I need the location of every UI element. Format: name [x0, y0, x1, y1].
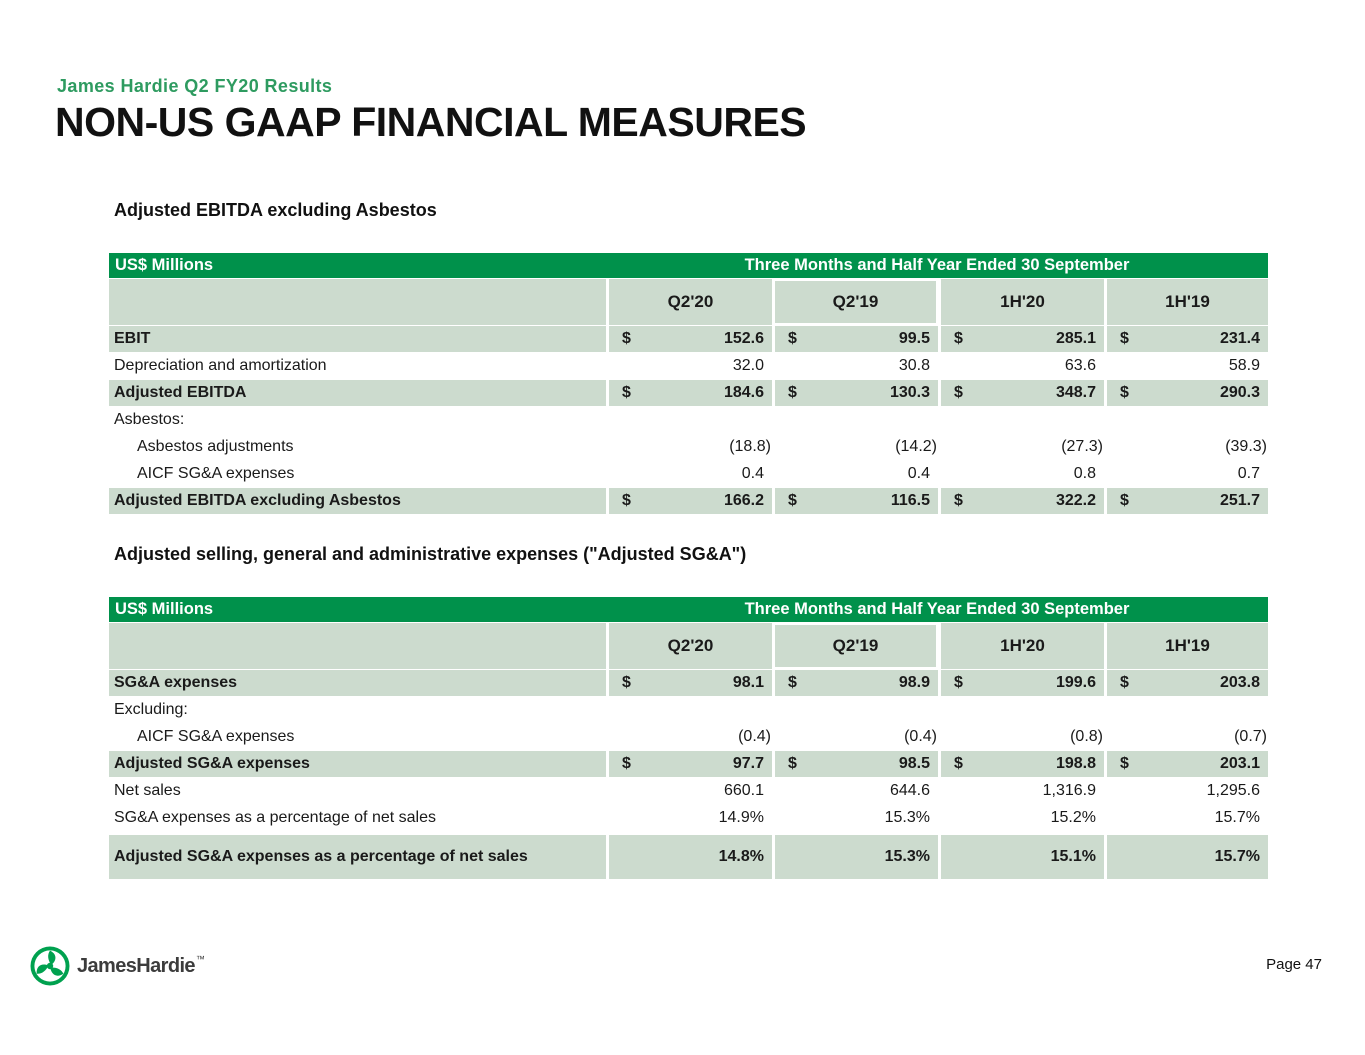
value-cell — [938, 751, 1104, 777]
value-cell — [606, 697, 772, 723]
value-cell — [1104, 805, 1268, 831]
value-cell — [938, 697, 1104, 723]
column-header-row — [109, 623, 1268, 669]
row-label: Asbestos: — [114, 411, 185, 428]
value-cell — [1104, 326, 1268, 352]
dollar-sign: $ — [1120, 384, 1129, 401]
cell-value: 98.1 — [732, 674, 764, 691]
value-cell — [606, 461, 772, 487]
cell-value: 14.8% — [718, 848, 764, 865]
table-body — [109, 670, 1268, 879]
row-label: Asbestos adjustments — [137, 438, 294, 455]
dollar-sign: $ — [954, 384, 963, 401]
cell-value: (14.2) — [895, 438, 937, 455]
value-cell — [606, 751, 772, 777]
value-cell — [772, 434, 938, 460]
cell-value: 116.5 — [890, 492, 930, 509]
table-row — [109, 670, 1268, 696]
table-row — [109, 778, 1268, 804]
table-row — [109, 805, 1268, 831]
column-header-row — [109, 279, 1268, 325]
value-cell — [772, 326, 938, 352]
cell-value: 0.7 — [1237, 465, 1260, 482]
table-row — [109, 380, 1268, 406]
dollar-sign: $ — [1120, 330, 1129, 347]
dollar-sign: $ — [622, 674, 631, 691]
value-cell — [1104, 835, 1268, 879]
deck-title: James Hardie Q2 FY20 Results — [57, 76, 333, 96]
value-cell — [606, 434, 772, 460]
value-cell — [772, 724, 938, 750]
value-cell — [1104, 670, 1268, 696]
value-cell — [938, 380, 1104, 406]
value-cell — [772, 778, 938, 804]
period-label: Three Months and Half Year Ended 30 September — [744, 600, 1130, 618]
table-row — [109, 353, 1268, 379]
value-cell — [606, 835, 772, 879]
value-cell — [606, 670, 772, 696]
table-row — [109, 697, 1268, 723]
row-label: Adjusted EBITDA excluding Asbestos — [109, 488, 606, 514]
column-header-spacer — [109, 279, 606, 325]
value-cell — [1104, 353, 1268, 379]
value-cell — [938, 670, 1104, 696]
value-cell — [938, 326, 1104, 352]
cell-value: 130.3 — [889, 384, 930, 401]
section-sga — [109, 544, 1268, 879]
cell-value: 290.3 — [1219, 384, 1260, 401]
table-header-bar — [109, 253, 1268, 278]
cell-value: 0.4 — [907, 465, 930, 482]
column-header: 1H'19 — [1104, 623, 1268, 669]
row-label: Adjusted SG&A expenses as a percentage of net sales — [109, 835, 606, 879]
column-header: 1H'19 — [1104, 279, 1268, 325]
cell-value: 32.0 — [732, 357, 764, 374]
dollar-sign: $ — [622, 330, 631, 347]
row-label: Adjusted SG&A expenses — [109, 751, 606, 777]
value-cell — [606, 805, 772, 831]
value-cell — [606, 353, 772, 379]
dollar-sign: $ — [954, 674, 963, 691]
column-header: 1H'20 — [938, 623, 1104, 669]
cell-value: (18.8) — [729, 438, 771, 455]
value-cell — [772, 805, 938, 831]
cell-value: 15.7% — [1214, 809, 1260, 826]
value-cell — [606, 724, 772, 750]
value-cell — [1104, 434, 1268, 460]
value-cell — [772, 670, 938, 696]
value-cell — [1104, 461, 1268, 487]
value-cell — [772, 697, 938, 723]
cell-value: 14.9% — [718, 809, 764, 826]
column-header: Q2'19 — [772, 279, 938, 325]
cell-value: 0.8 — [1073, 465, 1096, 482]
cell-value: 63.6 — [1064, 357, 1096, 374]
value-cell — [938, 434, 1104, 460]
sga-table — [109, 597, 1268, 879]
cell-value: (0.8) — [1070, 728, 1103, 745]
cell-value: 198.8 — [1055, 755, 1096, 772]
column-header: Q2'20 — [606, 279, 772, 325]
cell-value: 285.1 — [1055, 330, 1096, 347]
cell-value: 166.2 — [723, 492, 764, 509]
dollar-sign: $ — [788, 674, 797, 691]
value-cell — [606, 488, 772, 514]
cell-value: (39.3) — [1225, 438, 1267, 455]
table-row — [109, 407, 1268, 433]
cell-value: 98.5 — [898, 755, 930, 772]
column-header-spacer — [109, 623, 606, 669]
cell-value: 15.2% — [1050, 809, 1096, 826]
page-number: Page 47 — [1266, 956, 1322, 973]
cell-value: 203.8 — [1219, 674, 1260, 691]
value-cell — [938, 488, 1104, 514]
cell-value: (0.7) — [1234, 728, 1267, 745]
value-cell — [1104, 778, 1268, 804]
cell-value: 1,295.6 — [1206, 782, 1260, 799]
unit-label: US$ Millions — [115, 256, 214, 274]
cell-value: 58.9 — [1228, 357, 1260, 374]
dollar-sign: $ — [788, 330, 797, 347]
period-label: Three Months and Half Year Ended 30 September — [744, 256, 1130, 274]
cell-value: 99.5 — [898, 330, 930, 347]
cell-value: 251.7 — [1219, 492, 1260, 509]
value-cell — [772, 380, 938, 406]
cell-value: 15.1% — [1050, 848, 1096, 865]
dollar-sign: $ — [1120, 492, 1129, 509]
value-cell — [938, 805, 1104, 831]
page-title: NON-US GAAP FINANCIAL MEASURES — [55, 99, 807, 145]
value-cell — [938, 353, 1104, 379]
dollar-sign: $ — [622, 384, 631, 401]
cell-value: 644.6 — [889, 782, 930, 799]
unit-label: US$ Millions — [115, 600, 214, 618]
ebitda-table — [109, 253, 1268, 514]
row-label: SG&A expenses as a percentage of net sales — [114, 809, 436, 826]
section-heading-ebitda: Adjusted EBITDA excluding Asbestos — [114, 200, 437, 220]
value-cell — [772, 751, 938, 777]
row-label: Net sales — [114, 782, 181, 799]
value-cell — [1104, 407, 1268, 433]
dollar-sign: $ — [954, 330, 963, 347]
dollar-sign: $ — [788, 492, 797, 509]
value-cell — [606, 407, 772, 433]
cell-value: 1,316.9 — [1042, 782, 1096, 799]
dollar-sign: $ — [1120, 755, 1129, 772]
section-heading-sga: Adjusted selling, general and administrative expenses ("Adjusted SG&A") — [114, 544, 747, 564]
value-cell — [1104, 380, 1268, 406]
cell-value: 184.6 — [723, 384, 764, 401]
value-cell — [938, 407, 1104, 433]
trademark-symbol: ™ — [195, 954, 205, 964]
value-cell — [606, 380, 772, 406]
cell-value: 97.7 — [732, 755, 764, 772]
value-cell — [772, 407, 938, 433]
value-cell — [772, 353, 938, 379]
logo-wordmark: JamesHardie — [77, 954, 195, 977]
dollar-sign: $ — [788, 755, 797, 772]
cell-value: 203.1 — [1219, 755, 1260, 772]
value-cell — [938, 778, 1104, 804]
cell-value: (0.4) — [738, 728, 771, 745]
value-cell — [606, 778, 772, 804]
value-cell — [1104, 697, 1268, 723]
table-header-bar — [109, 597, 1268, 622]
table-row — [109, 434, 1268, 460]
row-label: SG&A expenses — [109, 670, 606, 696]
row-label: AICF SG&A expenses — [137, 465, 295, 482]
value-cell — [1104, 751, 1268, 777]
section-ebitda — [109, 200, 1268, 514]
table-row — [109, 751, 1268, 777]
value-cell — [772, 488, 938, 514]
cell-value: 98.9 — [898, 674, 930, 691]
table-row — [109, 461, 1268, 487]
value-cell — [938, 835, 1104, 879]
james-hardie-logo — [30, 946, 204, 986]
table-row — [109, 724, 1268, 750]
table-row — [109, 835, 1268, 879]
value-cell — [938, 461, 1104, 487]
cell-value: (27.3) — [1061, 438, 1103, 455]
cell-value: 30.8 — [898, 357, 930, 374]
row-label: AICF SG&A expenses — [137, 728, 295, 745]
value-cell — [1104, 724, 1268, 750]
row-label: Depreciation and amortization — [114, 357, 327, 374]
cell-value: 348.7 — [1055, 384, 1096, 401]
dollar-sign: $ — [954, 492, 963, 509]
dollar-sign: $ — [788, 384, 797, 401]
value-cell — [772, 461, 938, 487]
cell-value: 15.3% — [884, 848, 930, 865]
cell-value: (0.4) — [904, 728, 937, 745]
cell-value: 660.1 — [723, 782, 764, 799]
dollar-sign: $ — [954, 755, 963, 772]
cell-value: 231.4 — [1219, 330, 1260, 347]
table-body — [109, 326, 1268, 514]
cell-value: 15.3% — [884, 809, 930, 826]
cell-value: 152.6 — [723, 330, 764, 347]
table-row — [109, 326, 1268, 352]
row-label: EBIT — [109, 326, 606, 352]
table-row — [109, 488, 1268, 514]
row-label: Excluding: — [114, 701, 188, 718]
column-header: Q2'20 — [606, 623, 772, 669]
dollar-sign: $ — [622, 755, 631, 772]
cell-value: 0.4 — [741, 465, 764, 482]
cell-value: 322.2 — [1055, 492, 1096, 509]
value-cell — [772, 835, 938, 879]
cell-value: 15.7% — [1214, 848, 1260, 865]
dollar-sign: $ — [622, 492, 631, 509]
dollar-sign: $ — [1120, 674, 1129, 691]
column-header: Q2'19 — [772, 623, 938, 669]
row-label: Adjusted EBITDA — [109, 380, 606, 406]
cell-value: 199.6 — [1055, 674, 1096, 691]
column-header: 1H'20 — [938, 279, 1104, 325]
james-hardie-pinwheel-icon — [30, 946, 70, 986]
value-cell — [606, 326, 772, 352]
value-cell — [938, 724, 1104, 750]
value-cell — [1104, 488, 1268, 514]
